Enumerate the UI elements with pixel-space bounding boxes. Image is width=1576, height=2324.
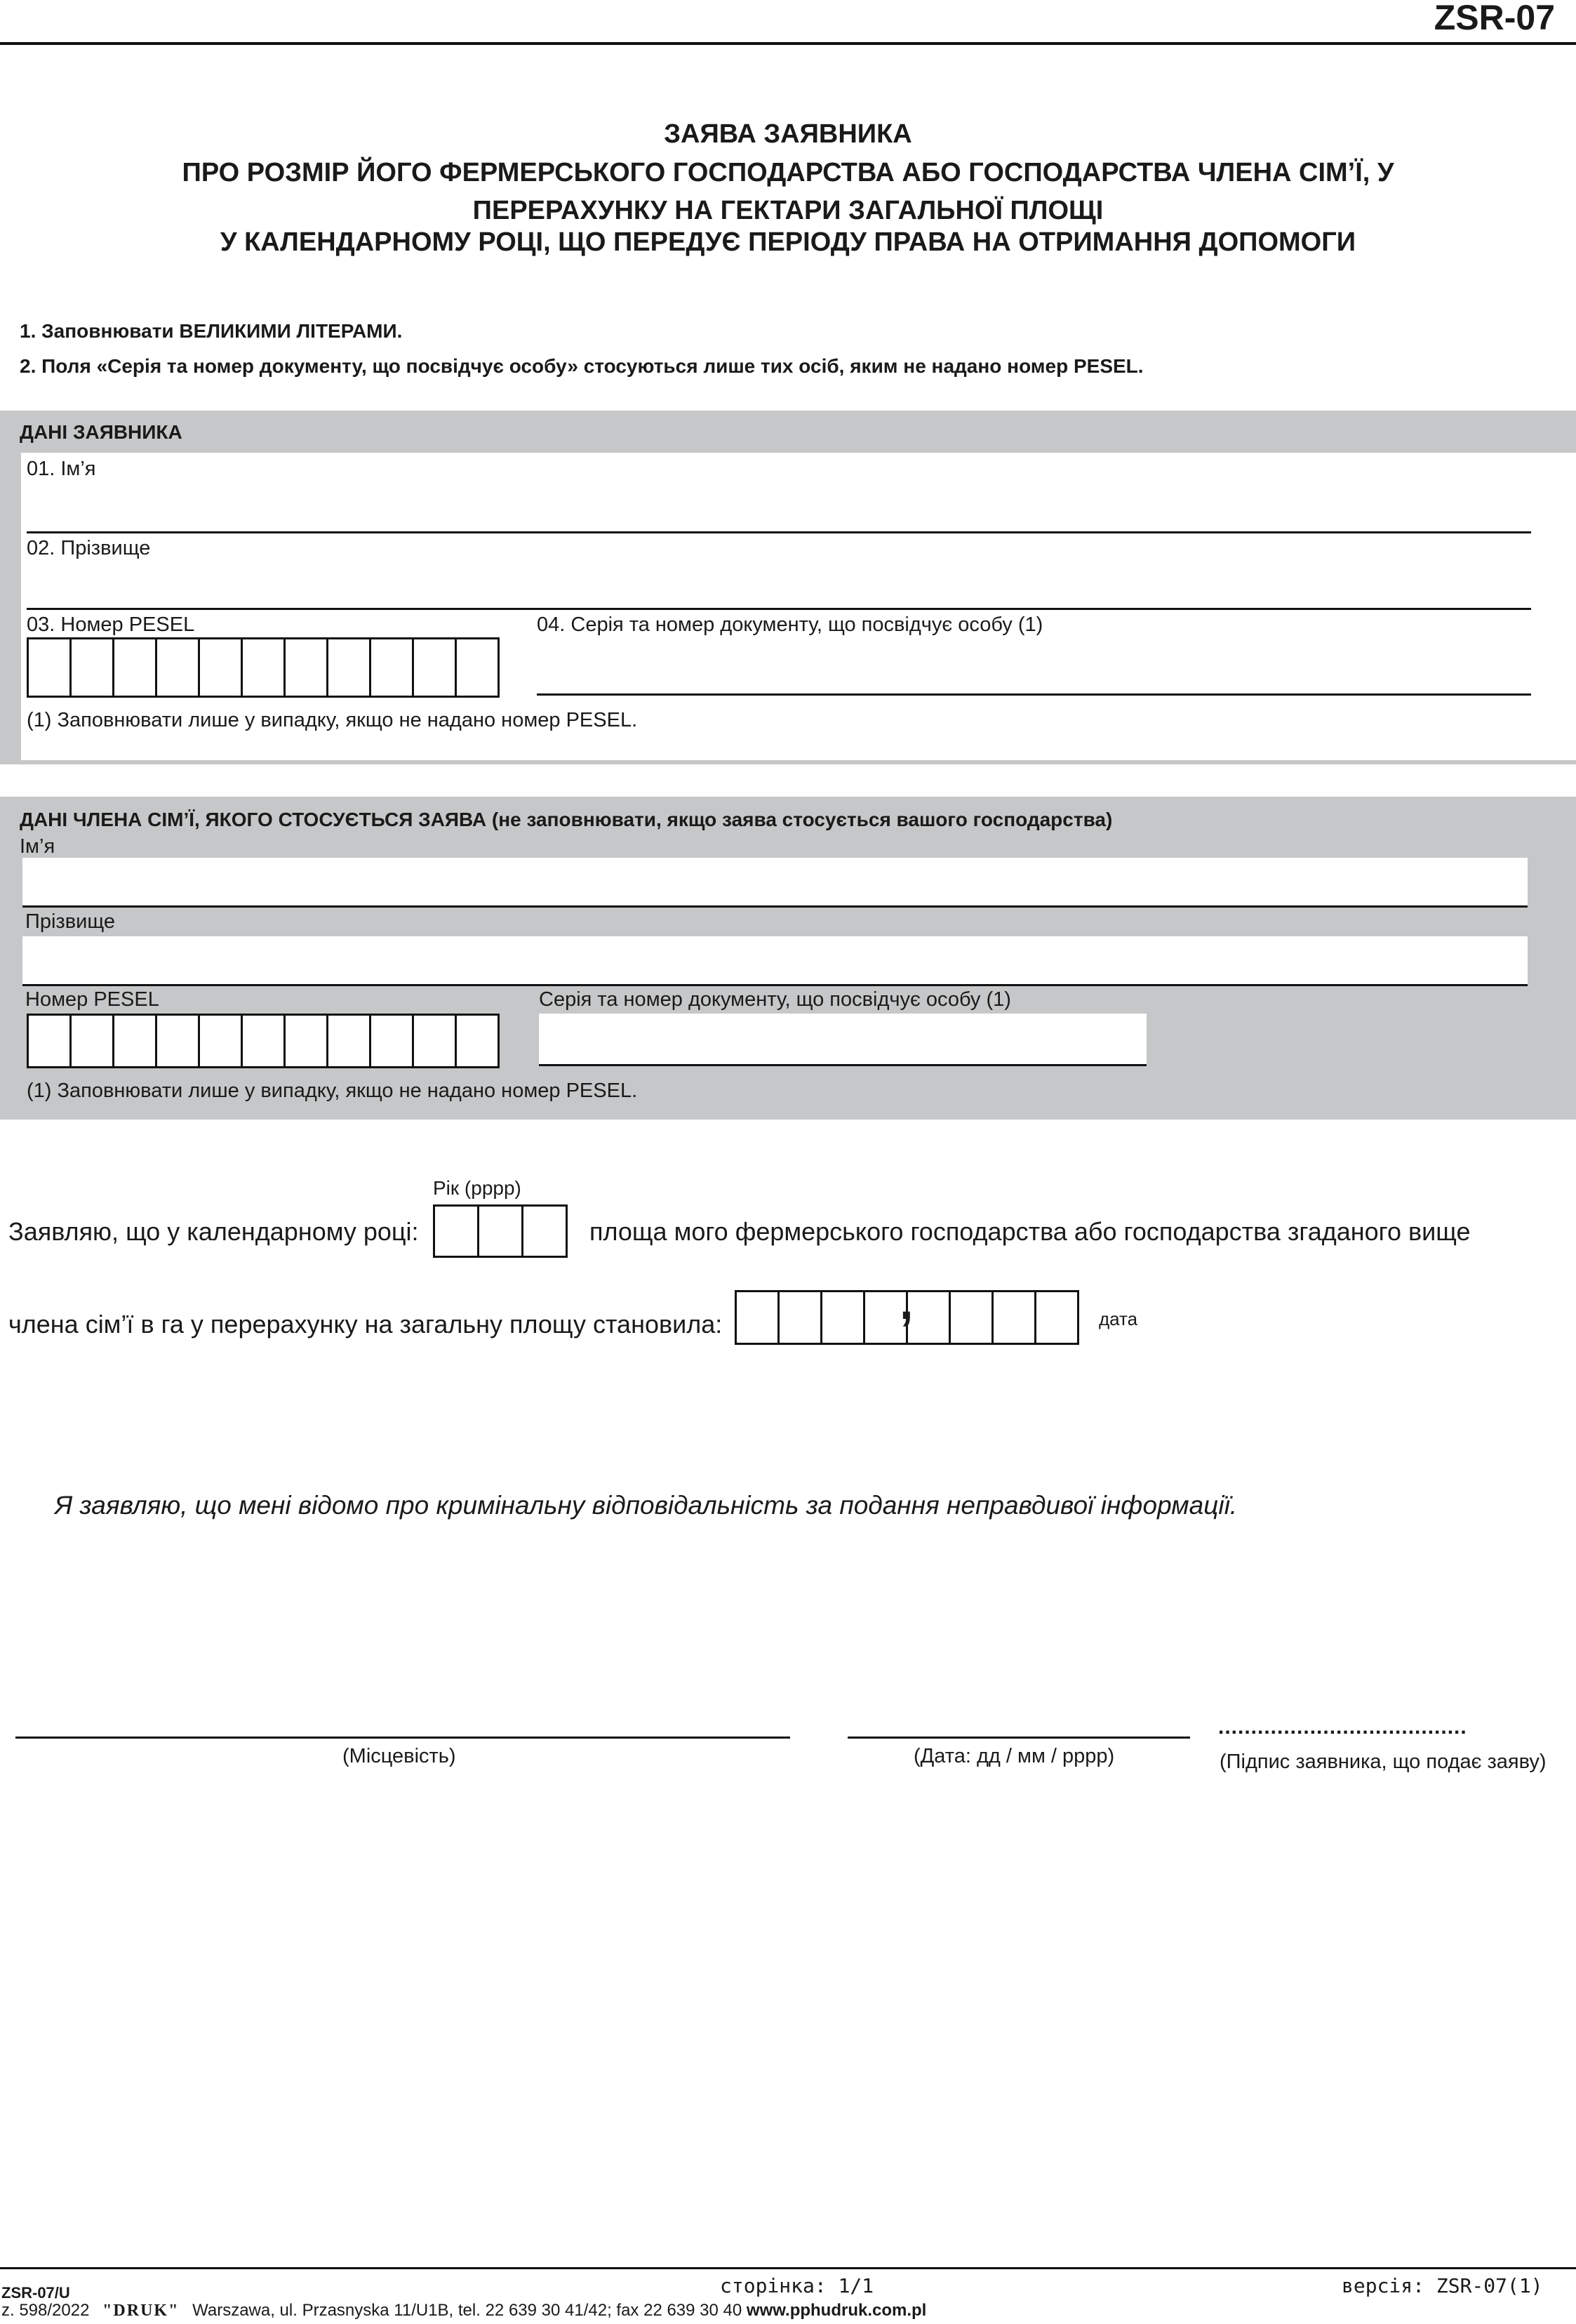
liability-statement: Я заявляю, що мені відомо про кримінальну відповідальність за подання неправдивої інформації. <box>55 1491 1238 1520</box>
area-digit-box[interactable] <box>994 1292 1036 1343</box>
applicant-id-doc-field[interactable] <box>537 653 1531 696</box>
pesel-digit-box[interactable] <box>457 639 497 696</box>
pesel-digit-box[interactable] <box>328 639 371 696</box>
area-digit-box[interactable] <box>822 1292 865 1343</box>
pesel-digit-box[interactable] <box>286 1016 328 1066</box>
pesel-digit-box[interactable] <box>371 1016 414 1066</box>
date-field-label: (Дата: дд / мм / pppp) <box>914 1745 1115 1767</box>
date-line[interactable] <box>848 1737 1190 1739</box>
footer-form-code: ZSR-07/U <box>1 2284 70 2302</box>
instruction-1: 1. Заповнювати ВЕЛИКИМИ ЛІТЕРАМИ. <box>20 320 403 342</box>
area-digit-box[interactable] <box>780 1292 822 1343</box>
title-line-3: ПЕРЕРАХУНКУ НА ГЕКТАРИ ЗАГАЛЬНОЇ ПЛОЩІ <box>472 196 1104 225</box>
signature-label: (Підпис заявника, що подає заяву) <box>1220 1751 1547 1773</box>
footer-order-number: z. 598/2022 <box>1 2301 90 2320</box>
pesel-digit-box[interactable] <box>200 639 243 696</box>
pesel-digit-box[interactable] <box>414 639 457 696</box>
family-member-section-header: ДАНІ ЧЛЕНА СІМ’Ї, ЯКОГО СТОСУЄТЬСЯ ЗАЯВА (не заповнювати, якщо заява стосується вашого господарства) <box>20 809 1113 830</box>
applicant-pesel-label: 03. Номер PESEL <box>27 613 195 636</box>
footer-address: Warszawa, ul. Przasnyska 11/U1B, tel. 22 639 30 41/42; fax 22 639 30 40 <box>192 2301 742 2320</box>
family-first-name-field[interactable] <box>22 858 1528 908</box>
area-digit-box[interactable] <box>951 1292 994 1343</box>
pesel-digit-box[interactable] <box>243 1016 286 1066</box>
place-label: (Місцевість) <box>342 1745 456 1767</box>
pesel-digit-box[interactable] <box>414 1016 457 1066</box>
year-digit-box[interactable] <box>435 1207 479 1256</box>
family-pesel-label: Номер PESEL <box>25 988 159 1011</box>
applicant-first-name-field[interactable] <box>27 491 1531 533</box>
instruction-2: 2. Поля «Серія та номер документу, що посвідчує особу» стосуються лише тих осіб, яким не надано номер PESEL. <box>20 355 1144 377</box>
form-code: ZSR-07 <box>1434 0 1555 37</box>
applicant-id-doc-label: 04. Серія та номер документу, що посвідчує особу (1) <box>537 613 1043 636</box>
area-digit-box[interactable] <box>737 1292 780 1343</box>
decimal-separator: , <box>900 1275 914 1329</box>
footer-rule <box>0 2267 1576 2269</box>
declaration-line1-right: площа мого фермерського господарства або господарства згаданого вище <box>589 1217 1471 1246</box>
pesel-digit-box[interactable] <box>29 1016 72 1066</box>
area-digit-box[interactable] <box>908 1292 951 1343</box>
applicant-first-name-label: 01. Ім’я <box>27 458 96 480</box>
footer-version: версія: ZSR-07(1) <box>1342 2274 1543 2297</box>
applicant-footnote: (1) Заповнювати лише у випадку, якщо не надано номер PESEL. <box>27 709 638 731</box>
area-digit-box[interactable] <box>1036 1292 1077 1343</box>
pesel-digit-box[interactable] <box>286 639 328 696</box>
footer-printer-logo: "DRUK" <box>102 2302 180 2320</box>
title-line-1: ЗАЯВА ЗАЯВНИКА <box>664 119 912 149</box>
family-last-name-field[interactable] <box>22 936 1528 986</box>
declaration-line1-left: Заявляю, що у календарному році: <box>8 1217 419 1246</box>
title-line-2: ПРО РОЗМІР ЙОГО ФЕРМЕРСЬКОГО ГОСПОДАРСТВА АБО ГОСПОДАРСТВА ЧЛЕНА СІМ’Ї, У <box>182 158 1394 187</box>
year-digit-box[interactable] <box>523 1207 566 1256</box>
year-digit-box[interactable] <box>479 1207 523 1256</box>
pesel-digit-box[interactable] <box>72 1016 114 1066</box>
footer-website[interactable]: www.pphudruk.com.pl <box>746 2301 927 2320</box>
title-line-4: У КАЛЕНДАРНОМУ РОЦІ, ЩО ПЕРЕДУЄ ПЕРІОДУ ПРАВА НА ОТРИМАННЯ ДОПОМОГИ <box>220 227 1356 257</box>
pesel-digit-box[interactable] <box>114 1016 157 1066</box>
applicant-last-name-label: 02. Прізвище <box>27 537 151 559</box>
pesel-digit-box[interactable] <box>29 639 72 696</box>
footer-imprint <box>1 2301 926 2320</box>
pesel-digit-box[interactable] <box>114 639 157 696</box>
place-line[interactable] <box>15 1737 790 1739</box>
header-rule <box>0 42 1576 45</box>
footer-page-number: сторінка: 1/1 <box>720 2274 874 2297</box>
pesel-digit-box[interactable] <box>328 1016 371 1066</box>
declaration-line2-left: члена сім’ї в га у перерахунку на загальну площу становила: <box>8 1310 723 1339</box>
applicant-last-name-field[interactable] <box>27 569 1531 610</box>
pesel-digit-box[interactable] <box>72 639 114 696</box>
applicant-pesel-boxes[interactable] <box>27 637 500 698</box>
family-first-name-label: Ім’я <box>20 835 55 858</box>
family-id-doc-label: Серія та номер документу, що посвідчує особу (1) <box>539 988 1011 1011</box>
family-footnote: (1) Заповнювати лише у випадку, якщо не надано номер PESEL. <box>27 1080 638 1102</box>
date-label: дата <box>1099 1308 1138 1329</box>
pesel-digit-box[interactable] <box>157 639 200 696</box>
family-id-doc-field[interactable] <box>539 1014 1147 1066</box>
year-boxes[interactable] <box>433 1204 568 1258</box>
pesel-digit-box[interactable] <box>457 1016 497 1066</box>
pesel-digit-box[interactable] <box>371 639 414 696</box>
applicant-section-header: ДАНІ ЗАЯВНИКА <box>20 421 182 443</box>
pesel-digit-box[interactable] <box>157 1016 200 1066</box>
pesel-digit-box[interactable] <box>200 1016 243 1066</box>
year-label: Рік (pppp) <box>433 1177 521 1199</box>
pesel-digit-box[interactable] <box>243 639 286 696</box>
signature-dots[interactable]: ...................................... <box>1218 1715 1467 1739</box>
family-pesel-boxes[interactable] <box>27 1014 500 1068</box>
family-last-name-label: Прізвище <box>25 910 115 933</box>
